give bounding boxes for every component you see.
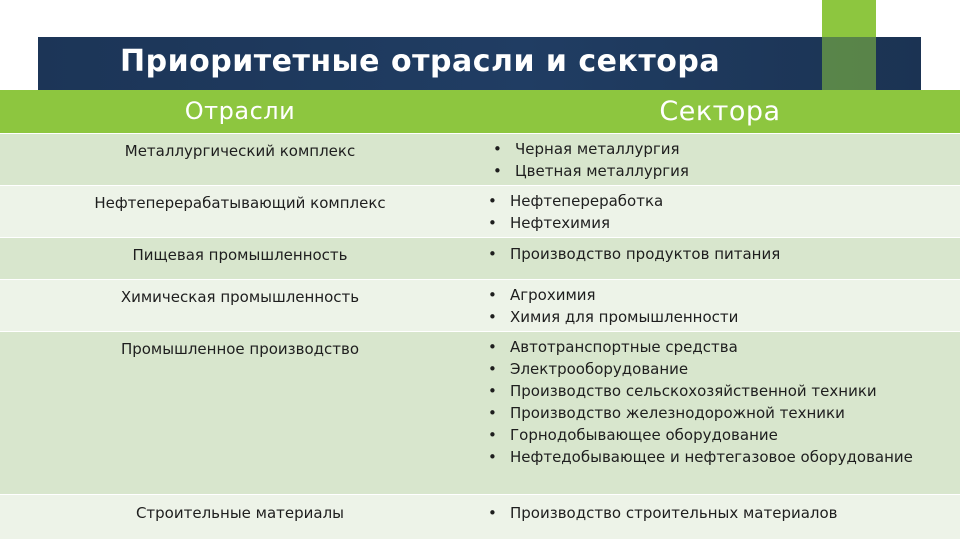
sector-item: • Черная металлургия xyxy=(485,138,960,160)
sector-item: • Электрооборудование xyxy=(480,358,960,380)
sector-item: • Нефтепереработка xyxy=(480,190,960,212)
sectors-cell xyxy=(480,238,960,279)
sector-item: • Горнодобывающее оборудование xyxy=(480,424,960,446)
sector-item: • Нефтехимия xyxy=(480,212,960,234)
sectors-cell xyxy=(480,280,960,331)
header-industries: Отрасли xyxy=(184,97,296,125)
sector-item: • Автотранспортные средства xyxy=(480,336,960,358)
sectors-cell xyxy=(480,186,960,237)
industry-cell: Пищевая промышленность xyxy=(132,246,348,264)
header-sectors: Сектора xyxy=(659,96,781,127)
sector-list xyxy=(480,284,960,328)
sector-item: • Агрохимия xyxy=(480,284,960,306)
green-accent-overlay xyxy=(822,37,876,90)
industry-cell: Промышленное производство xyxy=(120,340,360,358)
sector-list xyxy=(480,502,960,524)
priority-table xyxy=(0,90,960,539)
sector-item: • Производство железнодорожной техники xyxy=(480,402,960,424)
sector-list xyxy=(480,190,960,234)
table-row xyxy=(0,279,960,331)
sectors-cell xyxy=(480,134,960,185)
sectors-cell xyxy=(480,332,960,494)
table-row xyxy=(0,331,960,494)
sectors-cell xyxy=(480,495,960,539)
page-title: Приоритетные отрасли и сектора xyxy=(120,44,721,79)
sector-item: • Химия для промышленности xyxy=(480,306,960,328)
table-row xyxy=(0,185,960,237)
sector-item: • Производство продуктов питания xyxy=(480,243,960,265)
table-header xyxy=(0,90,960,133)
table-row xyxy=(0,237,960,279)
sector-list xyxy=(480,336,960,468)
sector-list xyxy=(485,138,960,182)
sector-item: • Производство сельскохозяйственной техники xyxy=(480,380,960,402)
sector-item: • Цветная металлургия xyxy=(485,160,960,182)
industry-cell: Металлургический комплекс xyxy=(124,142,356,160)
industry-cell: Химическая промышленность xyxy=(120,288,360,306)
sector-list xyxy=(480,243,960,265)
sector-item: • Производство строительных материалов xyxy=(480,502,960,524)
table-row xyxy=(0,133,960,185)
sector-item: • Нефтедобывающее и нефтегазовое оборудование xyxy=(480,446,960,468)
industry-cell: Нефтеперерабатывающий комплекс xyxy=(94,194,386,212)
industry-cell: Строительные материалы xyxy=(135,504,345,522)
table-row xyxy=(0,494,960,539)
